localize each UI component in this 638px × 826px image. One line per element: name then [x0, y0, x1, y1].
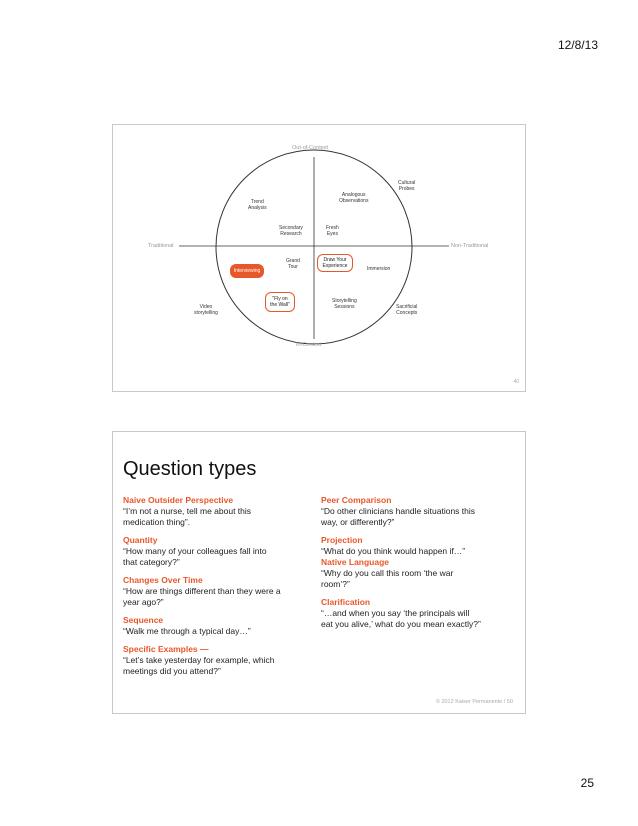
label-storytelling-sessions: Storytelling Sessions: [332, 298, 357, 310]
question-text: “…and when you say ‘the principals will eat you alive,’ what do you mean exactly?”: [321, 608, 481, 629]
question-item: [321, 495, 481, 528]
label-secondary-research: Secondary Research: [279, 225, 303, 237]
question-text: “Do other clinicians handle situations this way, or differently?”: [321, 506, 476, 527]
question-heading: Peer Comparison: [321, 495, 392, 505]
highlight-fly-on-the-wall: "Fly on the Wall": [265, 292, 295, 312]
question-item: [123, 615, 283, 637]
question-heading: Native Language: [321, 557, 390, 567]
question-types-slide: [112, 431, 526, 714]
question-heading: Quantity: [123, 535, 158, 545]
label-video-storytelling: Video storytelling: [194, 304, 218, 316]
label-trend-analysis: Trend Analysis: [248, 199, 267, 211]
label-immersion: Immersion: [367, 266, 391, 272]
question-heading: Specific Examples —: [123, 644, 209, 654]
question-heading: Naive Outsider Perspective: [123, 495, 234, 505]
question-item: [123, 644, 283, 677]
page-number: 25: [580, 776, 594, 790]
question-item: [123, 495, 283, 528]
question-heading: Projection: [321, 535, 363, 545]
question-heading: Clarification: [321, 597, 371, 607]
copyright-footer: © 2012 Kaiser Permanente / 50: [435, 699, 513, 705]
slide-title: Question types: [123, 458, 257, 480]
question-column-left: [123, 495, 283, 684]
question-item: [321, 557, 481, 590]
question-text: “What do you think would happen if…”: [321, 546, 466, 556]
question-text: “Let’s take yesterday for example, which meetings did you attend?”: [123, 655, 275, 676]
label-fresh-eyes: Fresh Eyes: [326, 225, 339, 237]
question-text: “Why do you call this room ‘the war room’?”: [321, 568, 454, 589]
label-sacrificial-concepts: Sacrificial Concepts: [396, 304, 418, 316]
question-column-right: [321, 495, 481, 637]
highlight-interviewing: Interviewing: [230, 264, 264, 278]
question-heading: Sequence: [123, 615, 164, 625]
question-item: [321, 535, 481, 557]
highlight-draw-your-experience: Draw Your Experience: [317, 254, 353, 272]
question-text: “How many of your colleagues fall into that category?”: [123, 546, 267, 567]
axis-non-traditional: Non-Traditional: [451, 243, 489, 249]
axis-out-of-context: Out-of-Context: [292, 145, 329, 151]
question-item: [321, 597, 481, 630]
question-item: [123, 535, 283, 568]
question-item: [123, 575, 283, 608]
slide-number: 40: [513, 379, 519, 385]
label-analogous-observations: Analogous Observations: [339, 192, 369, 204]
methods-diagram-slide: [112, 124, 526, 392]
question-text: “How are things different than they were a year ago?”: [123, 586, 281, 607]
axis-traditional: Traditional: [148, 243, 174, 249]
page-date: 12/8/13: [557, 38, 598, 52]
label-cultural-probes: Cultural Probes: [398, 180, 416, 192]
axis-in-context: In-Context: [296, 342, 322, 348]
question-text: “Walk me through a typical day…”: [123, 626, 251, 636]
question-heading: Changes Over Time: [123, 575, 203, 585]
question-text: “I’m not a nurse, tell me about this medication thing”.: [123, 506, 252, 527]
label-grand-tour: Grand Tour: [286, 258, 300, 270]
